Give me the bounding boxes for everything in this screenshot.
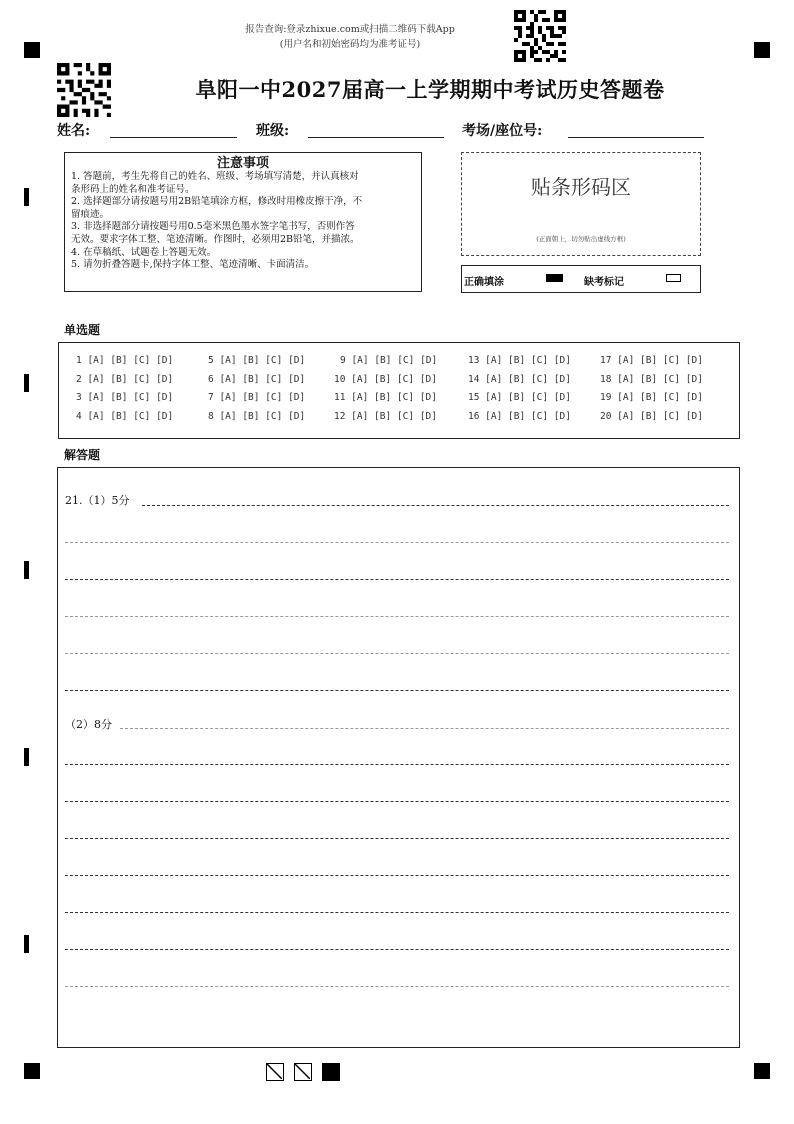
correct-fill-label: 正确填涂 [464,277,504,288]
class-label: 班级: [256,123,290,139]
timing-mark [24,935,29,953]
timing-mark [24,374,29,392]
single-choice-label: 单选题 [64,323,101,337]
mc-question-14[interactable]: 14 [A] [B] [C] [D] [468,374,571,385]
mc-question-17[interactable]: 17 [A] [B] [C] [D] [600,355,703,366]
mc-question-20[interactable]: 20 [A] [B] [C] [D] [600,411,703,422]
timing-mark [24,748,29,766]
notice-item: 无效。要求字体工整、笔迹清晰。作图时，必须用2B铅笔，并描浓。 [71,233,360,245]
answer-line[interactable] [65,912,729,913]
notice-item: 4. 在草稿纸、试题卷上答题无效。 [71,246,217,258]
class-field[interactable] [308,137,444,138]
notice-box [64,152,422,292]
seat-field[interactable] [568,137,704,138]
notice-item: 5. 请勿折叠答题卡,保持字体工整、笔迹清晰、卡面清洁。 [71,259,315,271]
notice-item: 留痕迹。 [71,208,110,220]
answer-section-label: 解答题 [64,448,101,462]
mc-question-6[interactable]: 6 [A] [B] [C] [D] [208,374,306,385]
mc-question-18[interactable]: 18 [A] [B] [C] [D] [600,374,703,385]
answer-line[interactable] [65,616,729,617]
answer-line[interactable] [65,542,729,543]
notice-title: 注意事项 [216,156,269,171]
report-notice [200,22,500,52]
mc-question-8[interactable]: 8 [A] [B] [C] [D] [208,411,306,422]
name-label: 姓名: [57,123,91,139]
notice-item: 2. 选择题部分请按题号用2B铅笔填涂方框，修改时用橡皮擦干净，不 [71,196,363,208]
app-qr-code[interactable] [514,10,566,62]
answer-line[interactable] [65,875,729,876]
answer-line[interactable] [65,764,729,765]
answer-line[interactable] [65,801,729,802]
answer-box[interactable] [57,467,740,1048]
fill-legend [461,265,701,293]
notice-item: 条形码上的姓名和准考证号。 [71,183,195,195]
barcode-area [461,152,701,256]
question-21-part-1: 21.（1）5分 [65,494,130,507]
mc-question-12[interactable]: 12 [A] [B] [C] [D] [334,411,437,422]
corner-mark-bottom-left [24,1063,40,1079]
page-mark-filled [322,1063,340,1081]
mc-question-11[interactable]: 11 [A] [B] [C] [D] [334,392,437,403]
corner-mark-top-right [754,42,770,58]
timing-mark [24,561,29,579]
name-field[interactable] [110,137,237,138]
mc-question-19[interactable]: 19 [A] [B] [C] [D] [600,392,703,403]
report-line-2: (用户名和初始密码均为准考证号) [279,39,421,50]
barcode-hint: (正面朝上，切勿贴出虚线方框) [536,235,626,243]
mc-question-15[interactable]: 15 [A] [B] [C] [D] [468,392,571,403]
mc-question-5[interactable]: 5 [A] [B] [C] [D] [208,355,306,366]
page-mark-slash [266,1063,284,1081]
report-line-1: 报告查询:登录zhixue.com或扫描二维码下载App [245,24,455,35]
mc-question-10[interactable]: 10 [A] [B] [C] [D] [334,374,437,385]
absent-mark-box[interactable] [666,274,681,282]
corner-mark-top-left [24,42,40,58]
notice-item: 1. 答题前，考生先将自己的姓名、班级、考场填写清楚，并认真核对 [71,171,359,182]
answer-line[interactable] [65,653,729,654]
page-title: 阜阳一中2027届高一上学期期中考试历史答题卷 [195,77,665,102]
absent-mark-label: 缺考标记 [584,277,624,288]
mc-question-16[interactable]: 16 [A] [B] [C] [D] [468,411,571,422]
seat-label: 考场/座位号: [462,123,543,139]
answer-line[interactable] [120,728,729,729]
answer-line[interactable] [65,838,729,839]
mc-question-13[interactable]: 13 [A] [B] [C] [D] [468,355,571,366]
mc-question-1[interactable]: 1 [A] [B] [C] [D] [76,355,174,366]
question-21-part-2: （2）8分 [65,718,112,731]
answer-line[interactable] [65,690,729,691]
mc-question-9[interactable]: 9 [A] [B] [C] [D] [340,355,438,366]
answer-line[interactable] [65,949,729,950]
timing-mark [24,188,29,206]
correct-fill-sample [546,274,563,282]
corner-mark-bottom-right [754,1063,770,1079]
notice-item: 3. 非选择题部分请按题号用0.5毫米黑色墨水签字笔书写，否则作答 [71,221,355,233]
mc-question-3[interactable]: 3 [A] [B] [C] [D] [76,392,174,403]
mc-question-7[interactable]: 7 [A] [B] [C] [D] [208,392,306,403]
mc-question-2[interactable]: 2 [A] [B] [C] [D] [76,374,174,385]
mc-question-4[interactable]: 4 [A] [B] [C] [D] [76,411,174,422]
sheet-qr-code [57,63,111,117]
answer-line[interactable] [65,986,729,987]
page-mark-slash [294,1063,312,1081]
barcode-title: 贴条形码区 [531,175,631,199]
answer-line[interactable] [65,579,729,580]
answer-line[interactable] [142,505,729,506]
